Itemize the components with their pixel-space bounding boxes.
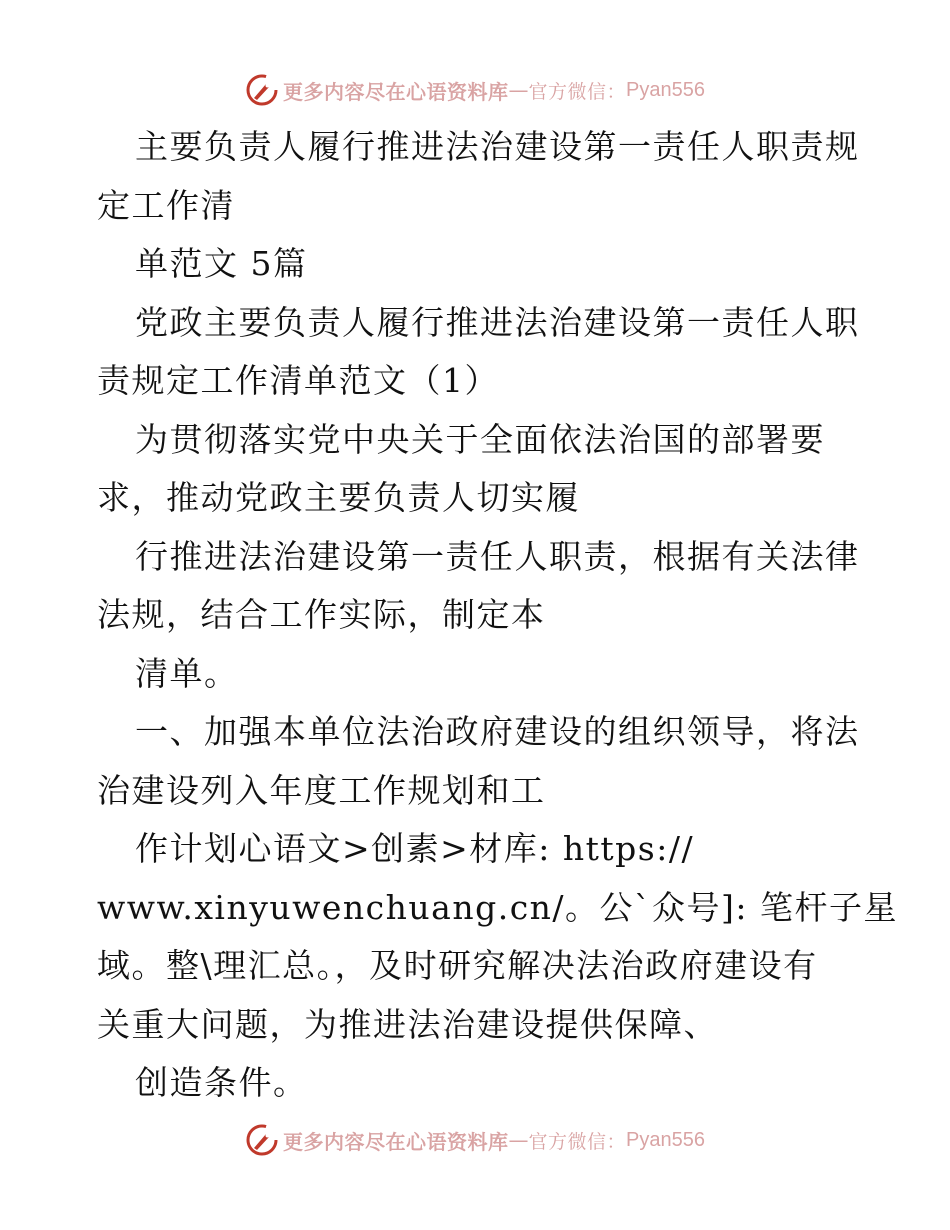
banner-text: 更多内容尽在心语资料库 (283, 1129, 509, 1154)
document-line: 党政主要负责人履行推进法治建设第一责任人职 (135, 302, 860, 342)
document-line: 治建设列入年度工作规划和工 (97, 770, 546, 810)
document-line: 责规定工作清单范文（1） (97, 361, 499, 400)
document-line: 关重大问题，为推进法治建设提供保障、 (97, 1004, 718, 1044)
banner-wechat-id: Pyan556 (626, 78, 705, 101)
document-line: 创造条件。 (135, 1063, 308, 1102)
pen-nib-logo-icon (245, 73, 279, 107)
banner-text: 更多内容尽在心语资料库 (283, 79, 509, 104)
pen-nib-logo-icon (245, 1123, 279, 1157)
document-line: www.xinyuwenchuang.cn/。公`众号]: 笔杆子星 (97, 887, 899, 927)
document-line: 主要负责人履行推进法治建设第一责任人职责规 (135, 127, 860, 166)
document-line: 作计划心语文>创素>材库: https:// (135, 829, 695, 868)
document-line: 定工作清 (97, 185, 235, 225)
document-line: 一、加强本单位法治政府建设的组织领导，将法 (135, 712, 860, 751)
banner-wechat-label: 官方微信： (528, 80, 627, 103)
document-body (97, 118, 899, 1113)
document-line: 单范文 5篇 (135, 244, 308, 283)
banner-separator: — (508, 1128, 529, 1152)
footer-banner (0, 1120, 950, 1160)
document-line: 行推进法治建设第一责任人职责，根据有关法律 (135, 536, 860, 576)
document-line: 求，推动党政主要负责人切实履 (97, 478, 580, 517)
header-banner (0, 70, 950, 110)
document-line: 域。整\理汇总。，及时研究解决法治政府建设有 (97, 946, 818, 985)
banner-separator: — (508, 78, 529, 102)
document-line: 为贯彻落实党中央关于全面依法治国的部署要 (135, 419, 825, 459)
document-line: 清单。 (135, 653, 239, 693)
document-line: 法规，结合工作实际，制定本 (97, 595, 546, 634)
banner-wechat-id: Pyan556 (626, 1128, 705, 1151)
banner-wechat-label: 官方微信： (528, 1130, 627, 1153)
